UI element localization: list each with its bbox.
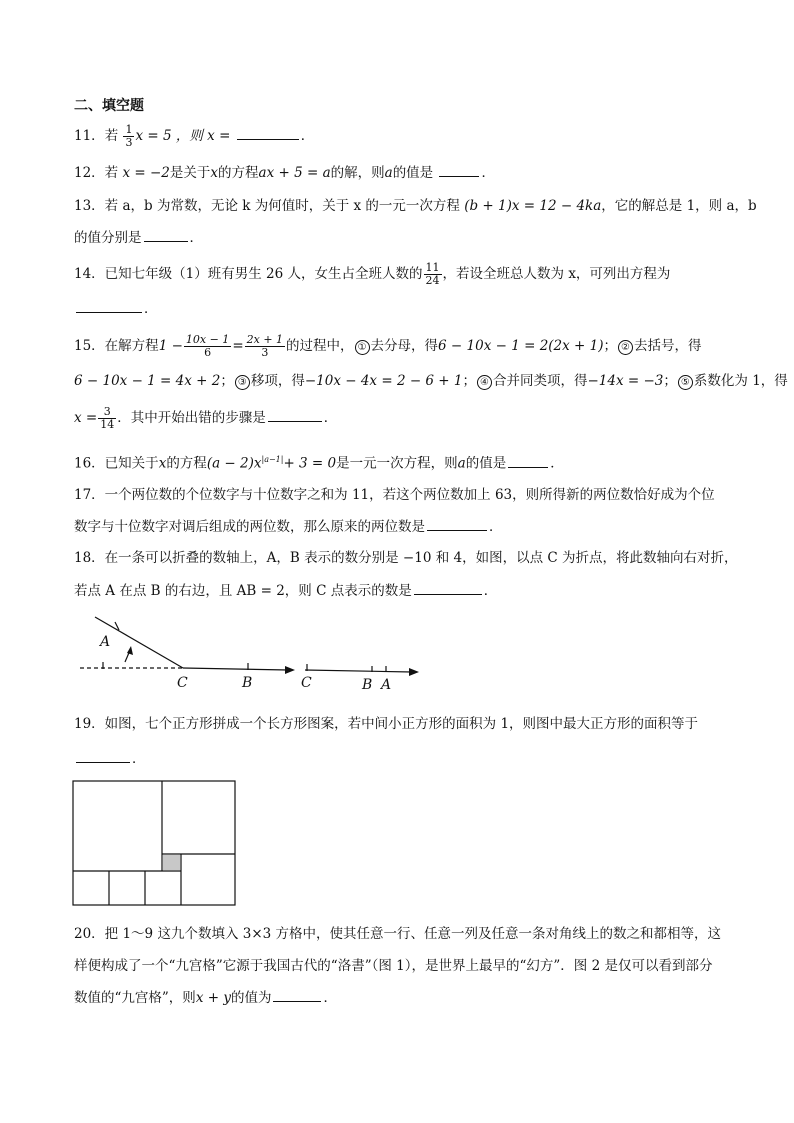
shaded-small-square bbox=[163, 855, 180, 870]
q11-frac-num: 1 bbox=[125, 123, 133, 136]
q15-sep4: ； bbox=[663, 373, 677, 389]
q15-step1: 去分母，得 bbox=[370, 338, 439, 354]
q12-text-d: 的解，则 bbox=[330, 165, 385, 181]
q15-f1-den: 6 bbox=[204, 346, 212, 359]
q11-equation: x = 5 ，则 bbox=[135, 128, 203, 144]
q12-var: x bbox=[210, 165, 219, 181]
q18-end: ． bbox=[483, 583, 498, 599]
q16-eq: (a − 2)x bbox=[206, 455, 262, 472]
q20-line2: 样便构成了一个“九宫格”它源于我国古代的“洛書”（图 1），是世界上最早的“幻方”．图 2 是仅可以看到部分 bbox=[74, 958, 713, 974]
q11-frac-den: 3 bbox=[125, 136, 133, 149]
q14-line1-b: ，若设全班总人数为 x，可列出方程为 bbox=[442, 266, 671, 282]
q12-end: ． bbox=[481, 165, 495, 181]
label-b2: B bbox=[362, 677, 373, 693]
q20-end: ． bbox=[323, 990, 337, 1006]
step-5-marker: ⑤ bbox=[678, 375, 693, 390]
q11-end: ． bbox=[300, 128, 315, 144]
q16-var: x bbox=[158, 455, 167, 472]
q17-line2: 数字与十位数字对调后组成的两位数，那么原来的两位数是 bbox=[74, 519, 425, 535]
q13-line1-end: ，它的解总是 1，则 a，b bbox=[601, 198, 757, 214]
q13-line2: 的值分别是 bbox=[74, 230, 142, 246]
q19-line1: 19．如图，七个正方形拼成一个长方形图案，若中间小正方形的面积为 1，则图中最大正方形的面积等于 bbox=[74, 716, 699, 732]
q15-step5-eq: x = bbox=[74, 410, 98, 426]
q12-text-e: 的值是 bbox=[392, 165, 434, 181]
q15-step5: 系数化为 1，得 bbox=[693, 373, 788, 389]
q15-intro: 15．在解方程 bbox=[74, 338, 159, 354]
q16-c: 是一元一次方程，则 bbox=[336, 455, 458, 472]
q15-f2-num: 2x + 1 bbox=[246, 333, 284, 346]
outer-rectangle bbox=[73, 781, 235, 905]
q16-d: 的值是 bbox=[465, 455, 507, 472]
question-20-line2 bbox=[74, 956, 712, 976]
q15-f3-num: 3 bbox=[98, 406, 116, 419]
q12-text-c: 的方程 bbox=[218, 165, 259, 181]
q15-sep3: ； bbox=[462, 373, 476, 389]
q15-f1-num: 10x − 1 bbox=[185, 333, 230, 346]
q17-end: ． bbox=[489, 519, 503, 535]
q15-b: 的过程中， bbox=[286, 338, 354, 354]
q16-exponent: |a−1| bbox=[261, 455, 284, 464]
q16-b: 的方程 bbox=[166, 455, 207, 472]
q20-answer-blank[interactable] bbox=[273, 987, 321, 1002]
q11-var: x = bbox=[207, 128, 231, 144]
q13-line1: 13．若 a，b 为常数，无论 k 为何值时，关于 x 的一元一次方程 bbox=[74, 198, 460, 214]
q19-end: ． bbox=[132, 751, 146, 767]
q17-line1: 17．一个两位数的个位数字与十位数字之和为 11，若这个两位数加上 63，则所得新的两位数恰好成为个位 bbox=[74, 487, 715, 503]
q16-var2: a bbox=[457, 455, 466, 472]
q15-step2: 去括号，得 bbox=[634, 338, 702, 354]
label-b: B bbox=[242, 675, 253, 691]
q20-line3-b: 的值为 bbox=[230, 990, 272, 1006]
question-20-line1 bbox=[74, 924, 721, 944]
section-title: 二、填空题 bbox=[74, 98, 144, 114]
step-2-marker: ② bbox=[618, 340, 633, 355]
q18-line1: 18．在一条可以折叠的数轴上，A，B 表示的数分别是 −10 和 4，如图，以点 C 为折点，将此数轴向右对折， bbox=[74, 550, 738, 566]
step-1-marker: ① bbox=[355, 340, 370, 355]
q16-a: 16．已知关于 bbox=[74, 455, 159, 472]
q15-f3-den: 14 bbox=[100, 418, 115, 431]
q20-expression: x + y bbox=[195, 990, 231, 1006]
q15-step1-eq: 6 − 10x − 1 = 2(2x + 1) bbox=[438, 338, 604, 354]
q13-end: ． bbox=[189, 230, 203, 246]
q15-step4-eq: −14x = −3 bbox=[587, 373, 664, 389]
q15-step3: 移项，得 bbox=[250, 373, 305, 389]
q14-end: ． bbox=[144, 301, 158, 317]
step-4-marker: ④ bbox=[477, 375, 492, 390]
label-a2: A bbox=[381, 677, 392, 693]
q15-step2-eq: 6 − 10x − 1 = 4x + 2 bbox=[74, 373, 221, 389]
q12-var2: a bbox=[384, 165, 393, 181]
q20-line3-a: 数值的“九宫格”，则 bbox=[74, 990, 196, 1006]
label-c2: C bbox=[301, 675, 312, 691]
q13-equation: (b + 1)x = 12 − 4ka bbox=[464, 198, 602, 214]
step-3-marker: ③ bbox=[235, 375, 250, 390]
q14-frac-num: 11 bbox=[425, 261, 440, 274]
q18-line2: 若点 A 在点 B 的右边，且 AB = 2，则 C 点表示的数是 bbox=[74, 583, 412, 599]
q15-sep2: ； bbox=[220, 373, 234, 389]
question-20-line3 bbox=[74, 987, 337, 1008]
q14-frac-den: 24 bbox=[425, 274, 440, 287]
q12-text-b: 是关于 bbox=[169, 165, 211, 181]
q14-line1-a: 14．已知七年级（1）班有男生 26 人，女生占全班人数的 bbox=[74, 266, 423, 282]
q12-eq2: ax + 5 = a bbox=[258, 165, 331, 181]
q12-eq1: x = −2 bbox=[122, 165, 170, 181]
q16-end: ． bbox=[550, 455, 564, 472]
q15-step3-eq: −10x − 4x = 2 − 6 + 1 bbox=[304, 373, 463, 389]
q20-line1: 20．把 1～9 这九个数填入 3×3 方格中，使其任意一行、任意一列及任意一条对角线上的数之和都相等，这 bbox=[74, 926, 722, 942]
label-c: C bbox=[177, 675, 188, 691]
q15-eq-lead: 1 − bbox=[158, 338, 183, 354]
q15-eq-mid: = bbox=[232, 338, 244, 354]
q15-end: ． bbox=[323, 410, 338, 426]
q11-pre: 若 bbox=[104, 128, 119, 144]
q16-eq2: + 3 = 0 bbox=[283, 455, 337, 472]
q15-f2-den: 3 bbox=[261, 346, 269, 359]
q15-sep1: ； bbox=[603, 338, 618, 354]
q15-question: ．其中开始出错的步骤是 bbox=[117, 410, 266, 426]
label-a: A bbox=[100, 634, 111, 650]
q12-text-a: 12．若 bbox=[74, 165, 119, 181]
q15-step4: 合并同类项，得 bbox=[493, 373, 588, 389]
q11-number: 11． bbox=[74, 128, 105, 144]
